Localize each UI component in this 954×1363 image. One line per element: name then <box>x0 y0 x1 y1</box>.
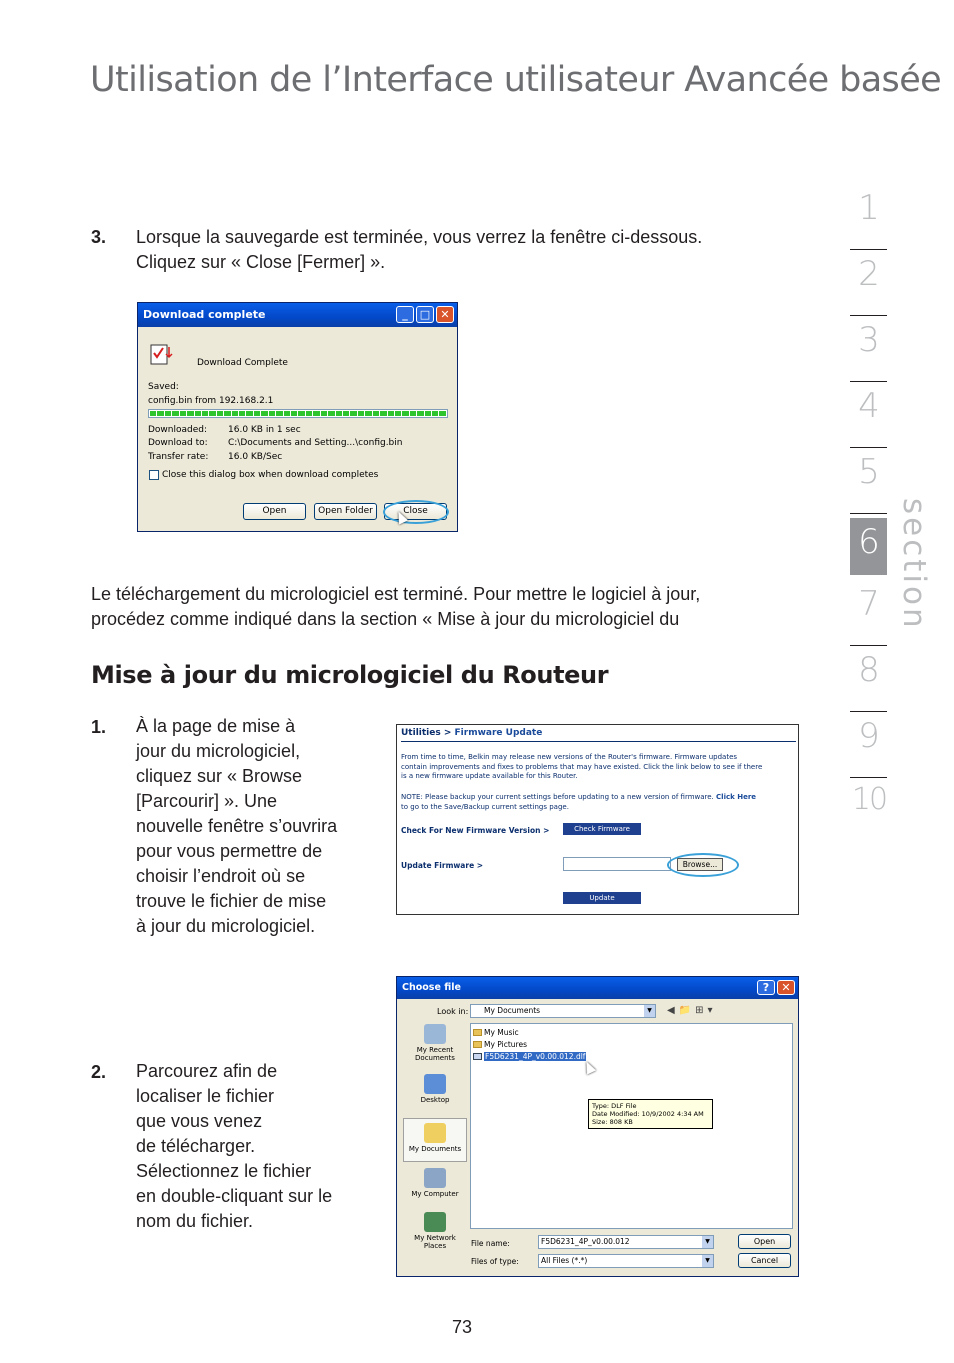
close-icon[interactable]: ✕ <box>777 980 795 995</box>
nav-item-5[interactable]: 5 <box>850 448 888 514</box>
step-1-line: à jour du micrologiciel. <box>136 916 316 936</box>
step-2-line: que vous venez <box>136 1111 263 1131</box>
download-progress-bar <box>148 409 448 418</box>
close-icon[interactable]: ✕ <box>436 306 454 323</box>
section-label: section <box>896 498 932 631</box>
place-recent-documents[interactable]: My Recent Documents <box>403 1024 467 1062</box>
download-document-icon <box>149 341 175 367</box>
list-item[interactable]: My Pictures <box>473 1040 527 1049</box>
my-documents-icon <box>424 1123 446 1143</box>
file-name-label: File name: <box>471 1239 510 1248</box>
update-firmware-label: Update Firmware > <box>401 861 484 870</box>
file-name-input[interactable]: F5D6231_4P_v0.00.012 ▼ <box>538 1235 714 1249</box>
nav-item-1[interactable]: 1 <box>850 184 888 250</box>
folder-icon <box>473 1041 482 1048</box>
step-1-line: jour du micrologiciel, <box>136 741 301 761</box>
highlight-oval <box>667 853 739 877</box>
page-number: 73 <box>452 1317 473 1337</box>
file-type-select[interactable]: All Files (*.*) ▼ <box>538 1254 714 1268</box>
browse-button[interactable]: Browse... <box>677 858 723 871</box>
look-in-select[interactable]: My Documents ▼ <box>470 1004 656 1018</box>
paragraph-line-2: procédez comme indiqué dans la section « Mise à jour du micrologiciel du <box>91 609 680 629</box>
step-2-number: 2. <box>91 1062 107 1082</box>
step-3-number: 3. <box>91 227 107 247</box>
place-my-documents[interactable]: My Documents <box>403 1118 467 1162</box>
firmware-update-panel <box>396 724 799 915</box>
toolbar-icons[interactable]: ◀📁⊞▾ <box>667 1005 717 1016</box>
folder-icon <box>473 1029 482 1036</box>
saved-label: Saved: <box>148 382 179 392</box>
chevron-down-icon[interactable]: ▼ <box>702 1255 713 1267</box>
highlight-oval <box>383 500 449 524</box>
click-here-link[interactable]: Click Here <box>716 793 757 801</box>
check-firmware-button[interactable]: Check Firmware <box>563 823 641 835</box>
open-button[interactable]: Open <box>738 1234 791 1249</box>
step-1-line: cliquez sur « Browse <box>136 766 303 786</box>
list-item-selected[interactable]: F5D6231_4P_v0.00.012.dlf <box>473 1052 586 1061</box>
chevron-down-icon[interactable]: ▼ <box>702 1236 713 1248</box>
dialog-titlebar <box>397 977 798 999</box>
place-network-places[interactable]: My Network Places <box>403 1212 467 1250</box>
nav-item-4[interactable]: 4 <box>850 382 888 448</box>
file-list[interactable] <box>470 1023 793 1229</box>
nav-item-3[interactable]: 3 <box>850 316 888 382</box>
chevron-down-icon[interactable]: ▼ <box>644 1005 655 1017</box>
step-2-line: Parcourez afin de <box>136 1061 278 1081</box>
check-firmware-label: Check For New Firmware Version > <box>401 826 550 835</box>
paragraph-line-1: Le téléchargement du micrologiciel est terminé. Pour mettre le logiciel à jour, <box>91 584 701 604</box>
firmware-breadcrumb: Utilities > Firmware Update <box>401 728 543 738</box>
place-desktop[interactable]: Desktop <box>403 1074 467 1104</box>
section-heading: Mise à jour du micrologiciel du Routeur <box>91 661 609 689</box>
file-type-label: Files of type: <box>471 1257 519 1266</box>
place-my-computer[interactable]: My Computer <box>403 1168 467 1198</box>
network-places-icon <box>424 1212 446 1232</box>
open-folder-button[interactable]: Open Folder <box>314 503 377 520</box>
firmware-intro: From time to time, Belkin may release new versions of the Router's firmware. Firmware updates contain improvements and fixes to problems that may have existed. Click the link below to see if there is a new firmware update available for this Router. <box>401 753 763 780</box>
nav-item-7[interactable]: 7 <box>850 580 888 646</box>
mouse-cursor-icon <box>582 1059 596 1074</box>
update-button[interactable]: Update <box>563 892 641 904</box>
step-2-line: de télécharger. <box>136 1136 256 1156</box>
choose-file-dialog <box>396 976 799 1277</box>
step-2-line: nom du fichier. <box>136 1211 254 1231</box>
open-button[interactable]: Open <box>243 503 306 520</box>
step-1-line: trouve le fichier de mise <box>136 891 327 911</box>
close-button[interactable]: Close <box>384 503 447 520</box>
file-tooltip: Type: DLF File Date Modified: 10/9/2002 4:34 AM Size: 808 KB <box>588 1099 713 1129</box>
step-1-line: À la page de mise à <box>136 716 296 736</box>
step-3-line-2: Cliquez sur « Close [Fermer] ». <box>136 252 386 272</box>
dialog-title: Download complete <box>143 308 266 321</box>
nav-item-6-active[interactable]: 6 <box>850 514 888 580</box>
step-2-line: Sélectionnez le fichier <box>136 1161 312 1181</box>
step-1-line: choisir l’endroit où se <box>136 866 306 886</box>
help-icon[interactable]: ? <box>757 980 775 995</box>
step-2-line: en double-cliquant sur le <box>136 1186 333 1206</box>
page-title: Utilisation de l’Interface utilisateur Avancée basée <box>90 60 942 100</box>
step-1-line: [Parcourir] ». Une <box>136 791 278 811</box>
look-in-label: Look in: <box>437 1007 469 1016</box>
nav-item-2[interactable]: 2 <box>850 250 888 316</box>
step-3-line-1: Lorsque la sauvegarde est terminée, vous verrez la fenêtre ci-dessous. <box>136 227 703 247</box>
nav-item-9[interactable]: 9 <box>850 712 888 778</box>
close-when-done-checkbox[interactable]: Close this dialog box when download completes <box>149 470 378 480</box>
divider <box>401 741 796 742</box>
nav-item-10[interactable]: 10 <box>851 782 887 817</box>
saved-file: config.bin from 192.168.2.1 <box>148 396 274 406</box>
step-1-line: nouvelle fenêtre s’ouvrira <box>136 816 338 836</box>
recent-documents-icon <box>424 1024 446 1044</box>
dialog-title: Choose file <box>402 982 461 993</box>
section-nav <box>850 184 888 844</box>
desktop-icon <box>424 1074 446 1094</box>
list-item[interactable]: My Music <box>473 1028 519 1037</box>
download-complete-dialog: Download complete _ □ ✕ Download Complete Saved: config.bin from 192.168.2.1 Downloaded: 16.0 KB in 1 sec Download to: C:\Documents and Setting...\config.bin Transfer rate: 16.0 KB/Sec Close this dialog box when download completes Open Open Folder Close <box>137 302 458 532</box>
minimize-icon[interactable]: _ <box>396 306 414 323</box>
cancel-button[interactable]: Cancel <box>738 1253 791 1268</box>
step-1-line: pour vous permettre de <box>136 841 323 861</box>
maximize-icon[interactable]: □ <box>416 306 434 323</box>
my-computer-icon <box>424 1168 446 1188</box>
step-2-line: localiser le fichier <box>136 1086 275 1106</box>
step-1-number: 1. <box>91 717 107 737</box>
nav-item-8[interactable]: 8 <box>850 646 888 712</box>
dialog-titlebar <box>138 303 457 327</box>
file-icon <box>473 1053 482 1060</box>
firmware-file-input[interactable] <box>563 857 671 871</box>
firmware-note: NOTE: Please backup your current settings before updating to a new version of firmware. Click Here to go to the Save/Backup current settings page. <box>401 793 757 811</box>
checkbox-box[interactable] <box>149 470 159 480</box>
download-message: Download Complete <box>197 358 288 368</box>
